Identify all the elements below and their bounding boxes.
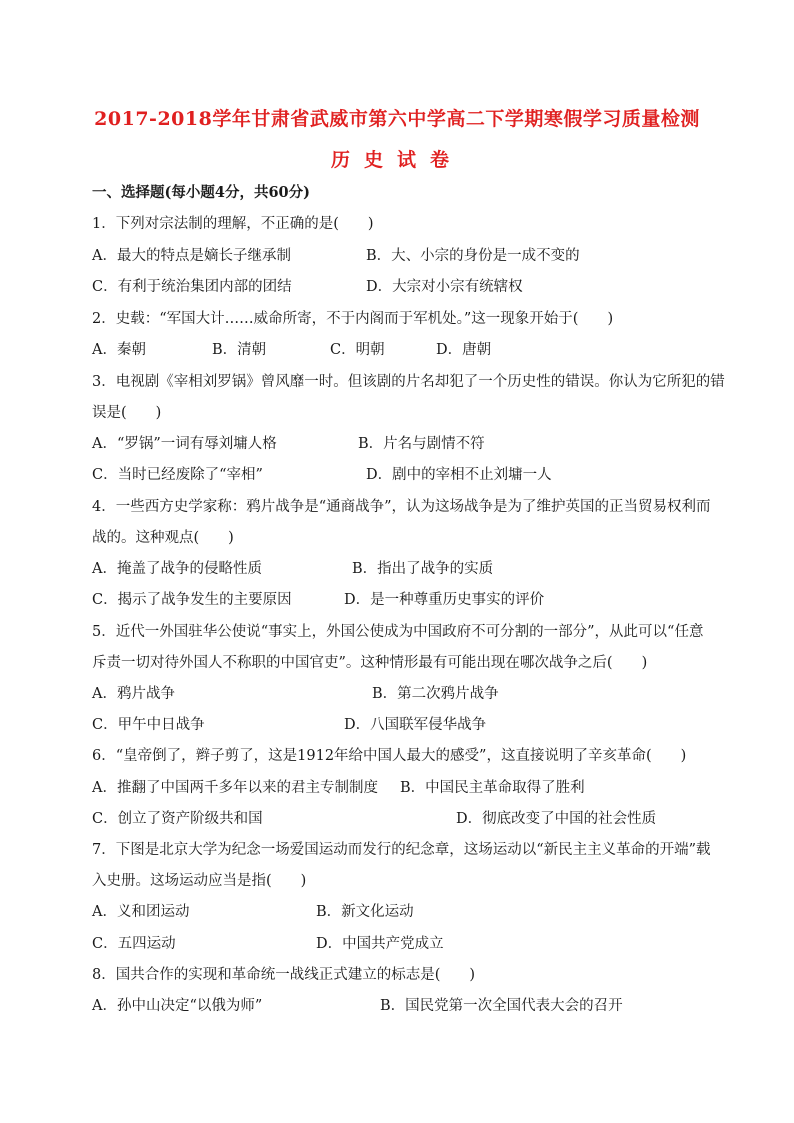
question-5-option-b: B．第二次鸦片战争 [372, 686, 499, 702]
question-7-option-d: D．中国共产党成立 [316, 936, 444, 952]
question-4-stem-line-1: 4．一些西方史学家称：鸦片战争是“通商战争”，认为这场战争是为了维护英国的正当贸易权利而 [92, 499, 711, 515]
question-6-option-b: B．中国民主革命取得了胜利 [400, 780, 585, 796]
question-3-option-d: D．剧中的宰相不止刘墉一人 [366, 467, 552, 483]
question-5-stem-line-1: 5．近代一外国驻华公使说“事实上，外国公使成为中国政府不可分割的一部分”，从此可以“任意 [92, 624, 704, 640]
question-8-option-a: A．孙中山决定“以俄为师” [92, 998, 263, 1014]
exam-subtitle: 历史试卷 [330, 149, 463, 171]
question-2-option-c: C．明朝 [330, 342, 385, 358]
question-6-option-c: C．创立了资产阶级共和国 [92, 811, 263, 827]
question-2-stem: 2．史载：“军国大计……威命所寄，不于内阁而于军机处。”这一现象开始于( ) [92, 311, 614, 327]
question-3-stem-line-2: 误是( ) [92, 405, 162, 421]
question-7-option-a: A．义和团运动 [92, 904, 190, 920]
question-1-option-b: B．大、小宗的身份是一成不变的 [366, 248, 580, 264]
question-4-option-a: A．掩盖了战争的侵略性质 [92, 561, 262, 577]
question-5-stem-line-2: 斥责一切对待外国人不称职的中国官吏”。这种情形最有可能出现在哪次战争之后( ) [92, 655, 648, 671]
question-6-option-a: A．推翻了中国两千多年以来的君主专制制度 [92, 780, 378, 796]
question-3-stem-line-1: 3．电视剧《宰相刘罗锅》曾风靡一时。但该剧的片名却犯了一个历史性的错误。你认为它所犯的错 [92, 374, 725, 390]
question-1-option-c: C．有利于统治集团内部的团结 [92, 279, 292, 295]
question-8-option-b: B．国民党第一次全国代表大会的召开 [380, 998, 623, 1014]
question-4-option-d: D．是一种尊重历史事实的评价 [344, 592, 545, 608]
question-2-option-a: A．秦朝 [92, 342, 146, 358]
question-6-stem: 6．“皇帝倒了，辫子剪了，这是1912年给中国人最大的感受”，这直接说明了辛亥革命( ) [92, 748, 687, 764]
question-6-option-d: D．彻底改变了中国的社会性质 [456, 811, 657, 827]
question-2-option-d: D．唐朝 [436, 342, 492, 358]
question-1-stem: 1．下列对宗法制的理解，不正确的是( ) [92, 216, 374, 232]
exam-title: 2017-2018学年甘肃省武威市第六中学高二下学期寒假学习质量检测 [94, 108, 700, 130]
question-2-option-b: B．清朝 [212, 342, 267, 358]
question-1-option-d: D．大宗对小宗有统辖权 [366, 279, 523, 295]
question-7-option-b: B．新文化运动 [316, 904, 414, 920]
question-8-stem: 8．国共合作的实现和革命统一战线正式建立的标志是( ) [92, 967, 476, 983]
question-1-option-a: A．最大的特点是嫡长子继承制 [92, 248, 291, 264]
question-5-option-c: C．甲午中日战争 [92, 717, 205, 733]
question-7-option-c: C．五四运动 [92, 936, 176, 952]
question-4-stem-line-2: 战的。这种观点( ) [92, 530, 234, 546]
question-4-option-b: B．指出了战争的实质 [352, 561, 494, 577]
question-7-stem-line-1: 7．下图是北京大学为纪念一场爱国运动而发行的纪念章，这场运动以“新民主主义革命的开端”载 [92, 842, 711, 858]
question-5-option-a: A．鸦片战争 [92, 686, 175, 702]
section-heading: 一、选择题(每小题4分，共60分) [92, 184, 310, 201]
question-3-option-b: B．片名与剧情不符 [358, 436, 485, 452]
question-4-option-c: C．揭示了战争发生的主要原因 [92, 592, 292, 608]
question-3-option-c: C．当时已经废除了“宰相” [92, 467, 263, 483]
question-3-option-a: A．“罗锅”一词有辱刘墉人格 [92, 436, 277, 452]
question-5-option-d: D．八国联军侵华战争 [344, 717, 487, 733]
question-7-stem-line-2: 入史册。这场运动应当是指( ) [92, 873, 307, 889]
